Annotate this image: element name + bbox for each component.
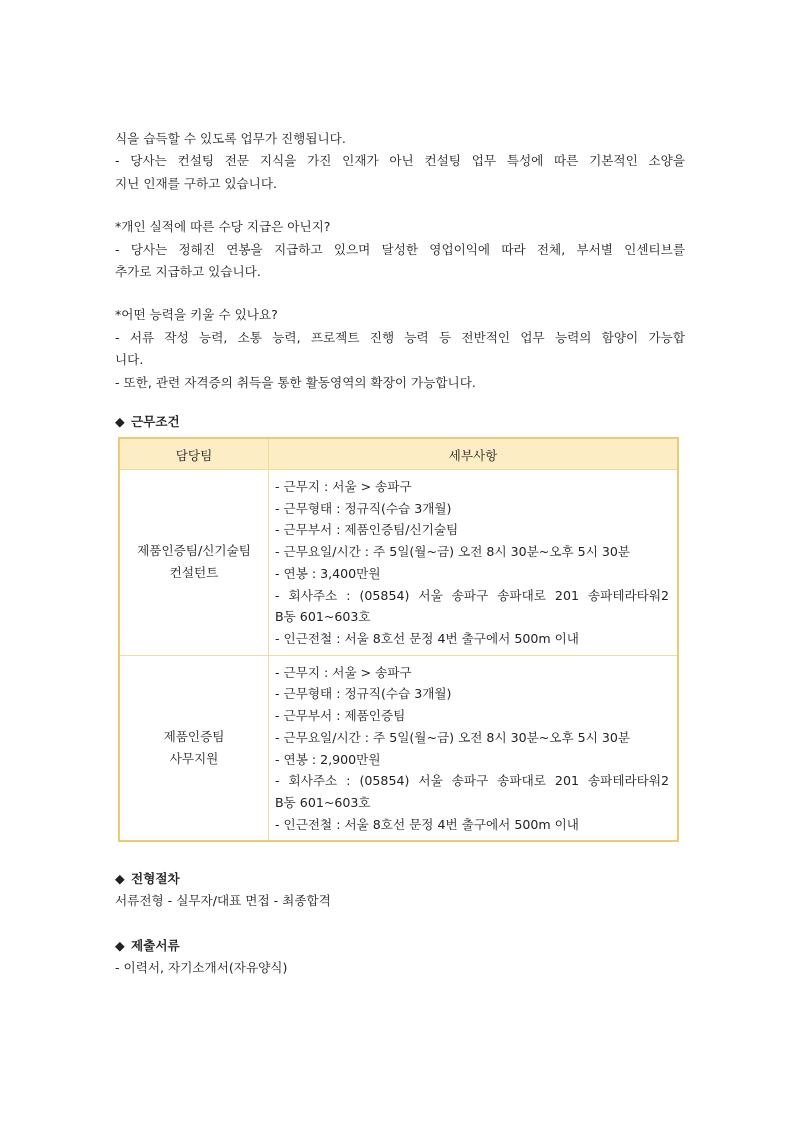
detail-line: - 근무부서 : 제품인증팀/신기술팀 — [275, 522, 459, 538]
detail-line: B동 601~603호 — [275, 794, 371, 810]
team-cell — [119, 655, 269, 841]
detail-line: - 인근전철 : 서울 8호선 문정 4번 출구에서 500m 이내 — [275, 630, 579, 646]
detail-line: - 근무부서 : 제품인증팀 — [275, 708, 406, 724]
team-role: 컨설턴트 — [169, 565, 219, 581]
header-team: 담당팀 — [119, 438, 269, 470]
section-title: 전형절차 — [131, 871, 180, 887]
diamond-bullet-icon: ◆ — [115, 414, 125, 430]
faq-question: *어떤 능력을 키울 수 있나요? — [115, 307, 278, 323]
table-row — [119, 655, 678, 841]
table-row — [119, 470, 678, 656]
documents-text: - 이력서, 자기소개서(자유양식) — [115, 959, 288, 975]
intro-line: 지닌 인재를 구하고 있습니다. — [115, 175, 277, 191]
detail-line: - 근무지 : 서울 > 송파구 — [275, 479, 412, 495]
selection-process-text: 서류전형 - 실무자/대표 면접 - 최종합격 — [115, 893, 331, 909]
detail-line: - 회사주소 : (05854) 서울 송파구 송파대로 201 송파테라타워2 — [275, 587, 669, 603]
detail-line: - 근무형태 : 정규직(수습 3개월) — [275, 686, 452, 702]
faq-answer-line: - 서류 작성 능력, 소통 능력, 프로젝트 진행 능력 등 전반적인 업무 능력의 함양이 가능합 — [115, 329, 685, 345]
faq-answer-line: - 또한, 관련 자격증의 취득을 통한 활동영역의 확장이 가능합니다. — [115, 374, 476, 390]
team-name: 제품인증팀 — [163, 729, 225, 744]
team-cell — [119, 470, 269, 656]
detail-line: B동 601~603호 — [275, 609, 371, 625]
faq-question: *개인 실적에 따른 수당 지급은 아닌지? — [115, 219, 331, 235]
detail-cell — [269, 655, 679, 841]
work-conditions-table — [118, 437, 679, 842]
work-conditions-heading — [115, 411, 685, 433]
faq-answer-line: - 당사는 정해진 연봉을 지급하고 있으며 달성한 영업이익에 따라 전체, 부서별 인센티브를 — [115, 241, 685, 257]
faq-answer-line: 추가로 지급하고 있습니다. — [115, 264, 261, 280]
team-name: 제품인증팀/신기술팀 — [137, 543, 251, 559]
detail-line: - 근무지 : 서울 > 송파구 — [275, 664, 412, 680]
diamond-bullet-icon: ◆ — [115, 937, 125, 953]
document-page — [115, 128, 685, 979]
faq-answer-line: 니다. — [115, 352, 144, 368]
documents-heading — [115, 935, 685, 957]
detail-cell — [269, 470, 679, 656]
detail-line: - 연봉 : 2,900만원 — [275, 751, 381, 767]
selection-process-heading — [115, 868, 685, 890]
intro-line: 식을 습득할 수 있도록 업무가 진행됩니다. — [115, 131, 346, 146]
detail-line: - 연봉 : 3,400만원 — [275, 565, 381, 581]
detail-line: - 회사주소 : (05854) 서울 송파구 송파대로 201 송파테라타워2 — [275, 773, 669, 789]
diamond-bullet-icon: ◆ — [115, 871, 125, 887]
detail-line: - 인근전철 : 서울 8호선 문정 4번 출구에서 500m 이내 — [275, 816, 579, 832]
header-details: 세부사항 — [269, 438, 679, 470]
team-role: 사무지원 — [169, 751, 219, 766]
section-title: 제출서류 — [131, 937, 180, 953]
intro-line: - 당사는 컨설팅 전문 지식을 가진 인재가 아닌 컨설팅 업무 특성에 따른 기본적인 소양을 — [115, 153, 685, 169]
section-title: 근무조건 — [131, 414, 180, 430]
detail-line: - 근무요일/시간 : 주 5일(월~금) 오전 8시 30분~오후 5시 30분 — [275, 729, 631, 745]
detail-line: - 근무요일/시간 : 주 5일(월~금) 오전 8시 30분~오후 5시 30분 — [275, 544, 631, 560]
detail-line: - 근무형태 : 정규직(수습 3개월) — [275, 500, 452, 516]
